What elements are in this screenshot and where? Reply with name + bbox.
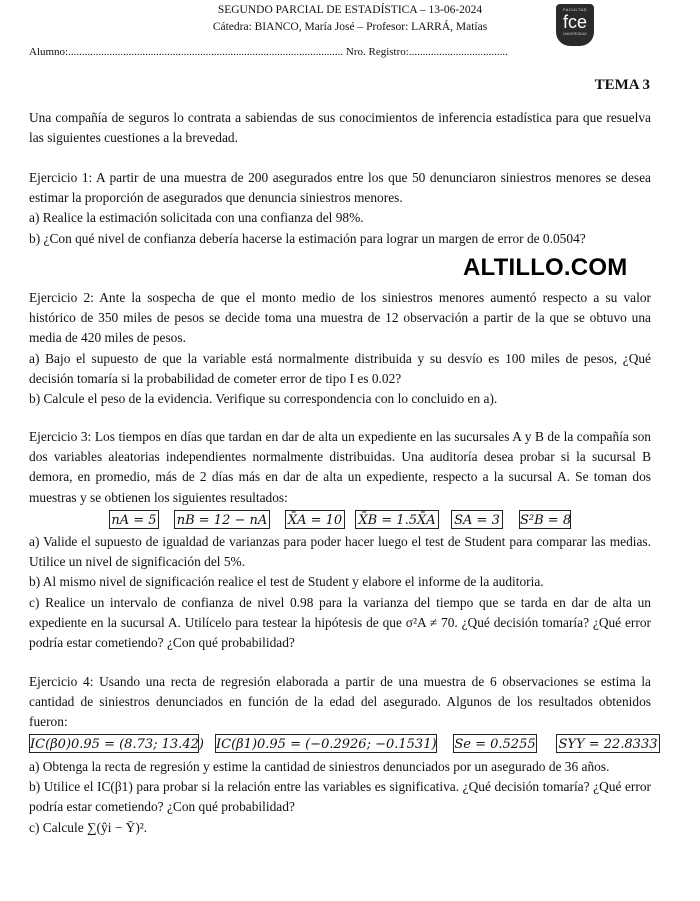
intro-paragraph bbox=[29, 108, 651, 148]
exercise-1 bbox=[29, 168, 651, 249]
ej3-box-na: nA = 5 bbox=[109, 510, 159, 529]
ej1-b: b) ¿Con qué nivel de confianza debería hacerse la estimación para lograr un margen de error de 0.0504? bbox=[29, 230, 586, 246]
alumno-label: Alumno: bbox=[29, 46, 69, 58]
ej1-stem: Ejercicio 1: A partir de una muestra de 200 asegurados entre los que 50 denunciaron siniestros menores se desea estimar la proporción de asegurados que denuncia siniestros menores. bbox=[29, 170, 651, 206]
exam-chair: Cátedra: BIANCO, María José – Profesor: LARRÁ, Matías bbox=[212, 21, 488, 33]
exercise-2 bbox=[29, 288, 651, 409]
watermark: ALTILLO.COM bbox=[463, 254, 628, 281]
ej2-b: b) Calcule el peso de la evidencia. Verifique su correspondencia con lo concluido en a). bbox=[29, 391, 498, 407]
ej4-box-syy: SYY = 22.8333 bbox=[556, 734, 660, 753]
ej3-b: b) Al mismo nivel de significación realice el test de Student y elabore el informe de la auditoria. bbox=[29, 574, 544, 590]
ej4-b: b) Utilice el IC(β1) para probar si la relación entre las variables es significativa. ¿Qué decisión tomaría? ¿Qué error podría estar cometiendo? ¿Con qué probabilidad? bbox=[29, 779, 651, 815]
ej4-stem: Ejercicio 4: Usando una recta de regresión elaborada a partir de una muestra de 6 observaciones se estima la cantidad de siniestros denunciados en función de la edad del asegurado. Algunos de los resultados obtenidos fueron: bbox=[29, 674, 651, 730]
ej4-data-boxes bbox=[0, 734, 700, 756]
registro-blank: .................................... bbox=[408, 46, 508, 58]
tema-heading: TEMA 3 bbox=[594, 77, 650, 93]
exercise-4-items bbox=[29, 757, 651, 838]
ej4-box-ic-b0: IC(β0)0.95 = (8.73; 13.42) bbox=[29, 734, 199, 753]
ej4-c: c) Calcule ∑(ŷi − Ȳ)². bbox=[29, 819, 148, 835]
ej2-stem: Ejercicio 2: Ante la sospecha de que el monto medio de los siniestros menores aumentó respecto a su valor histórico de 350 miles de pesos se decide toma una muestra de 12 observación a partir de la que se obtuvo una media de 420 miles de pesos. bbox=[29, 290, 651, 346]
ej3-box-sa: SA = 3 bbox=[451, 510, 503, 529]
exercise-3 bbox=[29, 427, 651, 508]
ej4-box-ic-b1: IC(β1)0.95 = (−0.2926; −0.1531) bbox=[215, 734, 437, 753]
logo-top-text: FACULTAD bbox=[562, 7, 588, 12]
ej3-box-xa: X̄A = 10 bbox=[285, 510, 345, 529]
registro-label: Nro. Registro: bbox=[345, 46, 409, 58]
ej3-box-nb: nB = 12 − nA bbox=[174, 510, 270, 529]
ej4-a: a) Obtenga la recta de regresión y estime la cantidad de siniestros denunciados por un asegurado de 36 años. bbox=[29, 759, 610, 774]
exam-title: SEGUNDO PARCIAL DE ESTADÍSTICA – 13-06-2024 bbox=[217, 4, 483, 16]
ej3-c: c) Realice un intervalo de confianza de nivel 0.98 para la varianza del tiempo que se tarda en dar de alta un expediente en la sucursal A. Utilícelo para testear la hipótesis de que σ²A ≠ 70. ¿Qué decisión tomaría? ¿Qué error podría estar cometiendo? ¿Con qué probabilidad? bbox=[29, 594, 651, 651]
ej2-a: a) Bajo el supuesto de que la variable está normalmente distribuida y su desvío es 100 miles de pesos, ¿Qué decisión tomaría si la probabilidad de cometer error de tipo I es 0.02? bbox=[29, 350, 651, 386]
exercise-4 bbox=[29, 672, 651, 733]
student-info-line bbox=[29, 46, 508, 58]
ej3-a: a) Valide el supuesto de igualdad de varianzas para poder hacer luego el test de Student para comparar las medias. Utilice un nivel de significación del 5%. bbox=[29, 534, 651, 570]
alumno-blank: .................................................................................................... bbox=[68, 46, 344, 58]
fce-logo bbox=[556, 4, 594, 46]
ej3-stem: Ejercicio 3: Los tiempos en días que tardan en dar de alta un expediente en las sucursales A y B de la compañía son dos variables aleatorias independientes normalmente distribuidas. Una auditoría desea probar si la sucursal B demora, en promedio, más de 2 días más en dar de alta un expediente, respecto a la sucursal A. Se toman dos muestras y se obtienen los siguientes resultados: bbox=[29, 429, 651, 505]
ej4-box-se: Se = 0.5255 bbox=[453, 734, 537, 753]
ej3-data-boxes bbox=[0, 510, 700, 532]
exercise-3-items bbox=[29, 532, 651, 653]
intro-text: Una compañía de seguros lo contrata a sabiendas de sus conocimientos de inferencia estadística para que resuelva las siguientes cuestiones a la brevedad. bbox=[29, 110, 651, 146]
logo-main-text: fce bbox=[562, 12, 587, 32]
ej3-box-sb2: S²B = 8 bbox=[519, 510, 571, 529]
ej3-box-xb: X̄B = 1.5X̄A bbox=[355, 510, 439, 529]
ej1-a: a) Realice la estimación solicitada con una confianza del 98%. bbox=[29, 210, 364, 226]
logo-bottom-text: UNIVERSIDAD bbox=[563, 32, 587, 36]
